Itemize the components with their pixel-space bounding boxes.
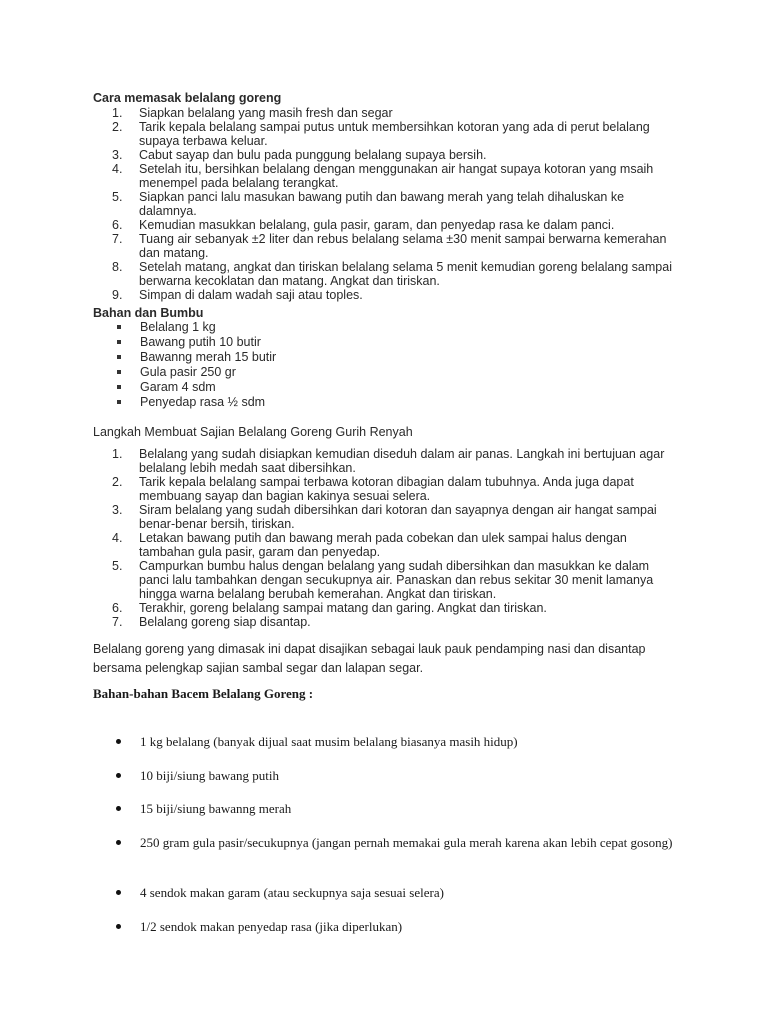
list-item: [112, 733, 676, 750]
square-bullet-icon: [117, 400, 121, 404]
bullet-icon: [116, 890, 121, 895]
list-item: [114, 380, 276, 395]
list-item: [112, 800, 676, 817]
list-item: [112, 559, 672, 601]
list-item: [112, 767, 676, 784]
preparation-steps-list: [112, 447, 672, 629]
bullet-icon: [116, 924, 121, 929]
step-number: 5.: [112, 190, 123, 204]
ingredient-text: Penyedap rasa ½ sdm: [140, 395, 266, 409]
list-item: [112, 601, 672, 615]
section-title-bahan-bumbu: Bahan dan Bumbu: [93, 306, 204, 320]
step-number: 7.: [112, 232, 123, 246]
list-item: [112, 218, 672, 232]
square-bullet-icon: [117, 355, 121, 359]
list-item: [112, 918, 676, 935]
list-item: [112, 148, 672, 162]
ingredient-text: 1 kg belalang (banyak dijual saat musim belalang biasanya masih hidup): [140, 734, 518, 749]
step-text: Kemudian masukkan belalang, gula pasir, garam, dan penyedap rasa ke dalam panci.: [139, 218, 615, 232]
ingredient-text: 250 gram gula pasir/secukupnya (jangan pernah memakai gula merah karena akan lebih cepat gosong): [140, 835, 673, 850]
ingredients-list: [114, 320, 276, 410]
list-item: [112, 503, 672, 531]
step-text: Tarik kepala belalang sampai terbawa kotoran dibagian dalam tubuhnya. Anda juga dapat membuang sayap dan bagian kakinya sesuai selera.: [139, 475, 634, 503]
step-number: 9.: [112, 288, 123, 302]
square-bullet-icon: [117, 385, 121, 389]
list-item: [112, 884, 676, 901]
list-item: [112, 475, 672, 503]
ingredient-text: 4 sendok makan garam (atau seckupnya saja sesuai selera): [140, 885, 444, 900]
step-text: Setelah matang, angkat dan tiriskan belalang selama 5 menit kemudian goreng belalang sampai berwarna kecoklatan dan matang. Angkat dan tiriskan.: [139, 260, 672, 288]
step-number: 2.: [112, 475, 123, 489]
square-bullet-icon: [117, 370, 121, 374]
list-item: [112, 834, 676, 851]
ingredient-text: Bawanng merah 15 butir: [140, 350, 277, 364]
ingredient-text: Garam 4 sdm: [140, 380, 216, 394]
list-item: [112, 288, 672, 302]
list-item: [112, 120, 672, 148]
step-number: 4.: [112, 531, 123, 545]
list-item: [112, 615, 672, 629]
step-text: Campurkan bumbu halus dengan belalang yang sudah dibersihkan dan masukkan ke dalam panci lalu tambahkan dengan secukupnya air. Panaskan dan rebus sekitar 30 menit lamanya hingga warna belalang berubah kemerahan. Angkat dan tiriskan.: [139, 559, 654, 601]
list-item: [114, 365, 276, 380]
step-text: Tarik kepala belalang sampai putus untuk membersihkan kotoran yang ada di perut belalang supaya terbawa keluar.: [139, 120, 650, 148]
ingredient-text: 10 biji/siung bawang putih: [140, 768, 280, 783]
step-text: Tuang air sebanyak ±2 liter dan rebus belalang selama ±30 menit sampai berwarna kemerahan dan matang.: [139, 232, 667, 260]
step-number: 1.: [112, 447, 123, 461]
step-text: Belalang yang sudah disiapkan kemudian diseduh dalam air panas. Langkah ini bertujuan agar belalang lebih medah saat dibersihkan.: [139, 447, 665, 475]
list-item: [114, 350, 276, 365]
ingredient-text: Bawang putih 10 butir: [140, 335, 261, 349]
ingredient-text: Gula pasir 250 gr: [140, 365, 236, 379]
list-item: [112, 190, 672, 218]
section-title-langkah: Langkah Membuat Sajian Belalang Goreng Gurih Renyah: [93, 425, 413, 439]
list-item: [112, 531, 672, 559]
step-number: 2.: [112, 120, 123, 134]
bullet-icon: [116, 840, 121, 845]
bullet-icon: [116, 739, 121, 744]
list-item: [112, 232, 672, 260]
step-number: 6.: [112, 218, 123, 232]
list-item: [114, 335, 276, 350]
step-text: Letakan bawang putih dan bawang merah pada cobekan dan ulek sampai halus dengan tambahan gula pasir, garam dan penyedap.: [139, 531, 627, 559]
step-number: 8.: [112, 260, 123, 274]
serving-paragraph: Belalang goreng yang dimasak ini dapat disajikan sebagai lauk pauk pendamping nasi dan disantap bersama pelengkap sajian sambal segar dan lalapan segar.: [93, 642, 646, 675]
step-number: 5.: [112, 559, 123, 573]
step-text: Siapkan panci lalu masukan bawang putih dan bawang merah yang telah dihaluskan ke dalamnya.: [139, 190, 625, 218]
step-text: Belalang goreng siap disantap.: [139, 615, 311, 629]
step-text: Terakhir, goreng belalang sampai matang dan garing. Angkat dan tiriskan.: [139, 601, 547, 615]
step-text: Setelah itu, bersihkan belalang dengan menggunakan air hangat supaya kotoran yang msaih menempel pada belalang terangkat.: [139, 162, 654, 190]
ingredient-text: 1/2 sendok makan penyedap rasa (jika diperlukan): [140, 919, 403, 934]
ingredient-text: Belalang 1 kg: [140, 320, 216, 334]
square-bullet-icon: [117, 325, 121, 329]
step-number: 1.: [112, 106, 123, 120]
list-item: [114, 320, 276, 335]
ingredient-text: 15 biji/siung bawanng merah: [140, 801, 292, 816]
list-item: [112, 106, 672, 120]
cooking-steps-list: [112, 106, 672, 302]
step-number: 6.: [112, 601, 123, 615]
step-text: Simpan di dalam wadah saji atau toples.: [139, 288, 363, 302]
section-title-cara-memasak: Cara memasak belalang goreng: [93, 91, 282, 105]
step-text: Cabut sayap dan bulu pada punggung belalang supaya bersih.: [139, 148, 487, 162]
step-number: 7.: [112, 615, 123, 629]
list-item: [112, 447, 672, 475]
step-number: 3.: [112, 503, 123, 517]
list-item: [112, 260, 672, 288]
list-item: [114, 395, 276, 410]
bullet-icon: [116, 773, 121, 778]
step-number: 3.: [112, 148, 123, 162]
step-number: 4.: [112, 162, 123, 176]
step-text: Siapkan belalang yang masih fresh dan segar: [139, 106, 393, 120]
bullet-icon: [116, 806, 121, 811]
step-text: Siram belalang yang sudah dibersihkan dari kotoran dan sayapnya dengan air hangat sampai benar-benar bersih, tiriskan.: [139, 503, 657, 531]
section-title-bacem: Bahan-bahan Bacem Belalang Goreng :: [93, 686, 314, 701]
square-bullet-icon: [117, 340, 121, 344]
list-item: [112, 162, 672, 190]
